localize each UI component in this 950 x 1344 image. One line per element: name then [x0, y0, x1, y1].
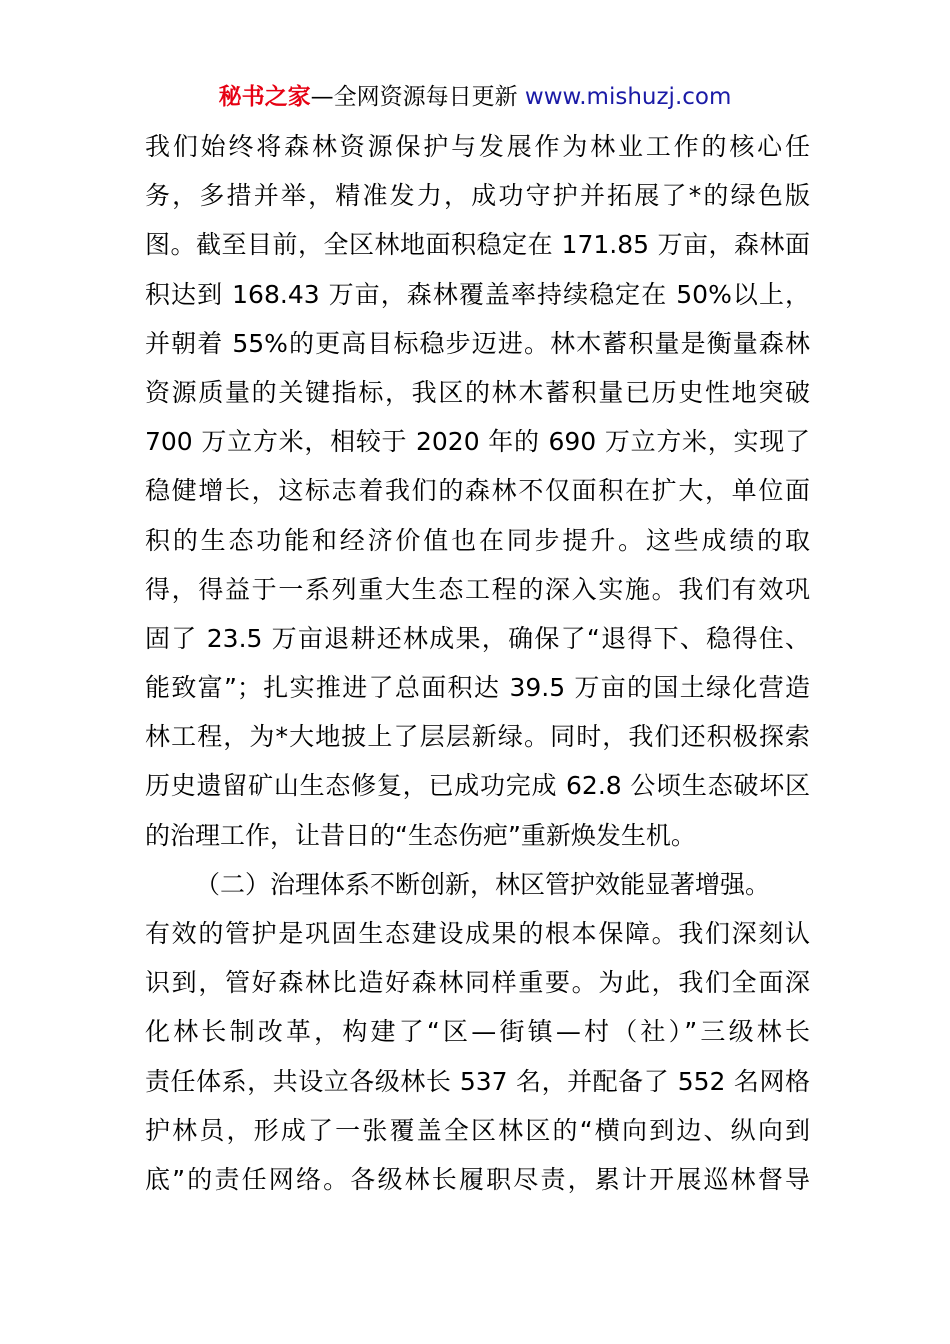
document-body: [145, 122, 810, 1204]
text-line: 固了 23.5 万亩退耕还林成果，确保了“退得下、稳得住、: [145, 623, 810, 653]
site-header: [0, 82, 950, 112]
site-url-link[interactable]: www.mishuzj.com: [524, 84, 732, 110]
text-line: 积达到 168.43 万亩，森林覆盖率持续稳定在 50%以上，: [145, 279, 810, 309]
text-line: 务，多措并举，精准发力，成功守护并拓展了*的绿色版: [145, 181, 810, 211]
text-line: 700 万立方米，相较于 2020 年的 690 万立方米，实现了: [145, 427, 810, 457]
text-line: 能致富”；扎实推进了总面积达 39.5 万亩的国土绿化营造: [145, 673, 810, 703]
text-line: 识到，管好森林比造好森林同样重要。为此，我们全面深: [145, 968, 810, 998]
text-line: 的治理工作，让昔日的“生态伤疤”重新焕发生机。: [145, 820, 696, 850]
text-line: 林工程，为*大地披上了层层新绿。同时，我们还积极探索: [145, 722, 810, 752]
text-line: 历史遗留矿山生态修复，已成功完成 62.8 公顷生态破坏区: [145, 771, 810, 801]
text-line: 责任体系，共设立各级林长 537 名，并配备了 552 名网格: [145, 1066, 810, 1096]
text-line: 底”的责任网络。各级林长履职尽责，累计开展巡林督导: [145, 1164, 810, 1194]
text-line: 得，得益于一系列重大生态工程的深入实施。我们有效巩: [145, 574, 810, 604]
text-line: 并朝着 55%的更高目标稳步迈进。林木蓄积量是衡量森林: [145, 328, 810, 358]
text-line: 稳健增长，这标志着我们的森林不仅面积在扩大，单位面: [145, 476, 810, 506]
text-line: 我们始终将森林资源保护与发展作为林业工作的核心任: [145, 132, 810, 161]
text-line: 有效的管护是巩固生态建设成果的根本保障。我们深刻认: [145, 919, 810, 948]
site-tagline: —全网资源每日更新: [310, 84, 518, 110]
text-line: 化林长制改革，构建了“区—街镇—村（社）”三级林长: [145, 1017, 810, 1047]
site-brand: 秘书之家: [218, 84, 311, 110]
text-line: 护林员，形成了一张覆盖全区林区的“横向到边、纵向到: [145, 1115, 810, 1145]
text-line: 积的生态功能和经济价值也在同步提升。这些成绩的取: [145, 525, 810, 555]
section-heading: （二）治理体系不断创新，林区管护效能显著增强。: [195, 869, 771, 899]
text-line: 图。截至目前，全区林地面积稳定在 171.85 万亩，森林面: [145, 230, 810, 260]
text-line: 资源质量的关键指标，我区的林木蓄积量已历史性地突破: [145, 377, 810, 407]
